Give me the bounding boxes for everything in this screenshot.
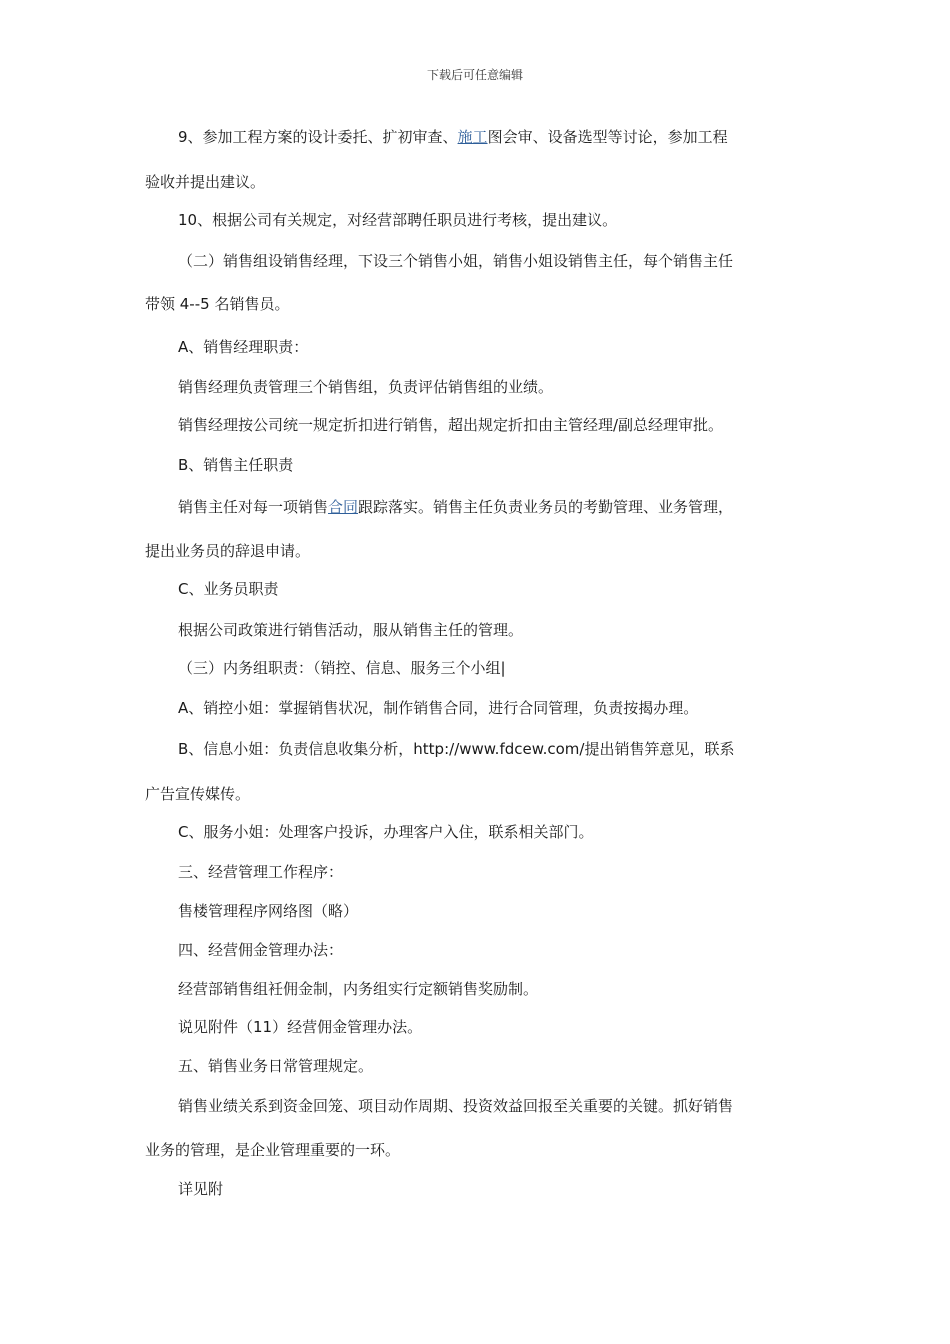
text-segment: 业务的管理，是企业管理重要的一环。 bbox=[145, 1141, 401, 1159]
paragraph-line bbox=[178, 1017, 422, 1037]
paragraph-line bbox=[178, 979, 538, 999]
text-segment: B、信息小姐：负责信息收集分析，http://www.fdcew.com/提出销售笄意见，联系 bbox=[178, 740, 735, 758]
paragraph-line bbox=[178, 739, 734, 759]
text-segment: C、服务小姐：处理客户投诉，办理客户入住，联系相关部门。 bbox=[178, 823, 594, 841]
text-segment: A、销售经理职责： bbox=[178, 338, 309, 356]
text-segment: 验收并提出建议。 bbox=[145, 173, 266, 191]
text-segment: （二）销售组设销售经理，下设三个销售小姐，销售小姐设销售主任，每个销售主任 bbox=[178, 252, 734, 270]
text-segment: 提出业务员的辞退申请。 bbox=[145, 542, 311, 560]
paragraph-line bbox=[178, 1056, 373, 1076]
paragraph-line bbox=[178, 901, 358, 921]
text-segment: 销售主任对每一项销售 bbox=[178, 498, 329, 516]
text-segment: 根据公司政策进行销售活动，服从销售主任的管理。 bbox=[178, 621, 524, 639]
paragraph-line bbox=[178, 337, 308, 357]
inline-link[interactable]: 合同 bbox=[328, 498, 359, 516]
text-segment: 经营部销售组衽佣金制，内务组实行定额销售奖励制。 bbox=[178, 980, 539, 998]
paragraph-line bbox=[178, 455, 293, 475]
paragraph-line bbox=[178, 127, 728, 147]
paragraph-line bbox=[178, 698, 698, 718]
paragraph-line bbox=[178, 658, 506, 678]
text-segment: 详见附 bbox=[178, 1180, 224, 1198]
text-segment: 五、销售业务日常管理规定。 bbox=[178, 1057, 374, 1075]
paragraph-line bbox=[145, 172, 265, 192]
text-segment: 10、根据公司有关规定，对经营部聘任职员进行考核，提出建议。 bbox=[178, 211, 618, 229]
paragraph-line bbox=[178, 415, 723, 435]
paragraph-line bbox=[178, 1096, 733, 1116]
text-segment: （三）内务组职责：（销控、信息、服务三个小组| bbox=[178, 659, 506, 677]
text-segment: 四、经营佣金管理办法： bbox=[178, 941, 344, 959]
paragraph-line bbox=[178, 1179, 223, 1199]
paragraph-line bbox=[178, 862, 343, 882]
text-segment: A、销控小姐：掌握销售状况，制作销售合同，进行合同管理，负责按揭办理。 bbox=[178, 699, 699, 717]
paragraph-line bbox=[145, 541, 310, 561]
text-segment: 售楼管理程序网络图（略） bbox=[178, 902, 359, 920]
paragraph-line bbox=[145, 784, 250, 804]
text-segment: 跟踪落实。销售主任负责业务员的考勤管理、业务管理， bbox=[358, 498, 734, 516]
inline-link[interactable]: 施工 bbox=[457, 128, 488, 146]
text-segment: C、业务员职责 bbox=[178, 580, 279, 598]
paragraph-line bbox=[178, 822, 593, 842]
text-segment: 销售业绩关系到资金回笼、项目动作周期、投资效益回报至关重要的关键。抓好销售 bbox=[178, 1097, 734, 1115]
text-segment: 三、经营管理工作程序： bbox=[178, 863, 344, 881]
text-segment: 广告宣传媒传。 bbox=[145, 785, 251, 803]
paragraph-line bbox=[178, 579, 278, 599]
text-segment: 说见附件（11）经营佣金管理办法。 bbox=[178, 1018, 423, 1036]
text-segment: 销售经理按公司统一规定折扣进行销售，超出规定折扣由主管经理/副总经理审批。 bbox=[178, 416, 724, 434]
paragraph-line bbox=[178, 377, 553, 397]
page-header: 下载后可任意编辑 bbox=[426, 68, 523, 82]
text-segment: B、销售主任职责 bbox=[178, 456, 294, 474]
paragraph-line bbox=[178, 210, 617, 230]
paragraph-line bbox=[178, 497, 733, 517]
paragraph-line bbox=[178, 251, 733, 271]
text-segment: 带领 4--5 名销售员。 bbox=[145, 295, 290, 313]
paragraph-line bbox=[145, 294, 289, 314]
text-segment: 图会审、设备选型等讨论，参加工程 bbox=[487, 128, 728, 146]
paragraph-line bbox=[178, 940, 343, 960]
paragraph-line bbox=[178, 620, 523, 640]
paragraph-line bbox=[145, 1140, 400, 1160]
text-segment: 9、参加工程方案的设计委托、扩初审查、 bbox=[178, 128, 458, 146]
text-segment: 销售经理负责管理三个销售组，负责评估销售组的业绩。 bbox=[178, 378, 554, 396]
